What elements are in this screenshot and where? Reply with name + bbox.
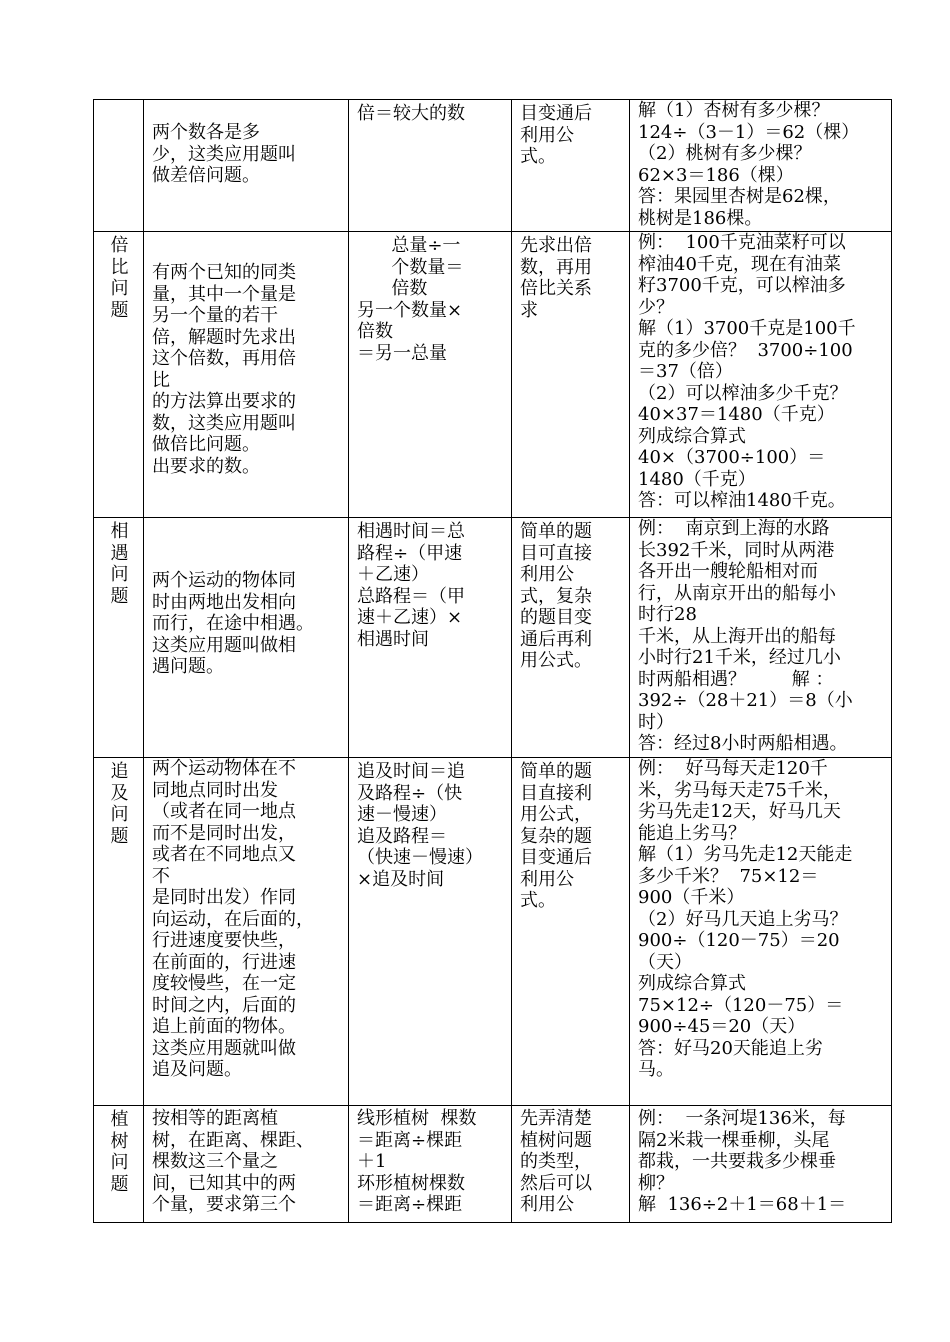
cell-line: 先弄清楚 [520,1108,592,1129]
cell-line: 比 [152,369,170,391]
cell-line: 先求出倍 [520,235,592,256]
cell-line: 长392千米，同时从两港 [638,539,835,561]
cell-line: 时） [638,711,674,733]
cell-line: 小时行21千米，经过几小 [638,647,841,668]
cell-line: 数，这类应用题叫 [152,412,296,434]
definition-cell [144,758,349,1106]
cell-line: 出要求的数。 [152,455,260,477]
example-cell [630,232,892,518]
method-cell [512,758,630,1106]
cell-line: 不 [152,865,170,887]
cell-line: ＝距离÷棵距 [357,1129,463,1151]
cell-line: 量，其中一个量是 [152,283,296,305]
cell-line: 行，从南京开出的船每小 [638,582,836,604]
cell-line: 目可直接 [520,542,592,564]
cell-line: 速－慢速） [357,804,447,825]
cell-line: ＝另一总量 [357,342,447,364]
cell-line: 解（1）杏树有多少棵？ [638,100,830,121]
cell-line: 900÷（120－75）＝20 [638,930,840,951]
cell-line: 式，复杂 [520,585,592,607]
cell-line: 路程÷（甲速 [357,542,463,564]
cell-line: 各开出一艘轮船相对而 [638,561,818,582]
table-row [94,232,892,518]
cell-line: 利用公 [520,1194,574,1215]
cell-line: 追及问题。 [152,1059,242,1080]
cell-line: 简单的题 [520,761,592,782]
cell-line: 遇问题。 [152,656,224,677]
cell-line: 40×37＝1480（千克） [638,404,835,425]
cell-line: 时两船相遇？ 解 ： [638,668,834,690]
cell-line: 籽3700千克，可以榨油多 [638,275,846,296]
formula-cell [349,232,512,518]
cell-line: 按相等的距离植 [152,1108,278,1129]
cell-line: ＋1 [357,1151,387,1172]
cell-line: ＝距离÷棵距 [357,1194,463,1215]
cell-line: 都栽，一共要栽多少棵垂 [638,1151,836,1172]
definition-cell [144,518,349,758]
cell-line: 向运动，在后面的， [152,908,314,930]
table-row [94,1106,892,1223]
cell-line: 两个运动的物体同 [152,570,296,591]
cell-line: 例： 南京到上海的水路 [638,518,830,539]
cell-line: 个量，要求第三个 [152,1194,296,1215]
cell-line: 克的多少倍？ 3700÷100 [638,339,853,361]
definition-cell [144,232,349,518]
category-cell [94,518,144,758]
cell-line: 392÷（28＋21）＝8（小 [638,690,853,711]
cell-line: 追及路程＝ [357,825,447,847]
cell-line: 环形植树棵数 [357,1172,465,1194]
cell-line: ＝37（倍） [638,361,733,382]
method-cell [512,232,630,518]
cell-line: 少，这类应用题叫 [152,143,296,165]
cell-line: 倍，解题时先求出 [152,326,296,348]
cell-line: 或者在不同地点又 [152,844,296,865]
cell-line: 度较慢些，在一定 [152,973,296,994]
cell-line: 树，在距离、棵距、 [152,1129,314,1151]
formula-table [93,99,892,1223]
category-cell [94,1106,144,1223]
cell-line: 解 136÷2＋1＝68＋1＝ [638,1194,847,1215]
cell-line: 倍＝较大的数 [357,103,465,124]
cell-line: 40×（3700÷100）＝ [638,447,826,468]
category-cell [94,100,144,232]
formula-cell [349,100,512,232]
cell-line: 少？ [638,296,674,318]
cell-line: 两个运动物体在不 [152,758,296,779]
cell-line: （天） [638,951,692,973]
cell-line: 用公式。 [520,650,592,671]
cell-line: 的题目变 [520,607,592,628]
cell-line: 62×3＝186（棵） [638,164,794,186]
cell-line: ×追及时间 [357,868,445,890]
cell-line: 数，再用 [520,256,592,278]
cell-line: 900÷45＝20（天） [638,1016,806,1037]
cell-line: 这类应用题就叫做 [152,1037,296,1059]
cell-line: 简单的题 [520,521,592,542]
cell-line: 做差倍问题。 [152,165,260,186]
cell-line: 答：果园里杏树是62棵， [638,186,841,207]
cell-line: （快速－慢速） [357,847,483,868]
cell-line: 答：可以榨油1480千克。 [638,490,846,511]
cell-line: 速＋乙速）× [357,607,463,628]
cell-line: 124÷（3－1）＝62（棵） [638,121,860,143]
cell-line: 式。 [520,890,556,911]
cell-line: 追上前面的物体。 [152,1016,296,1037]
example-cell [630,1106,892,1223]
cell-line: 例： 100千克油菜籽可以 [638,232,846,253]
cell-line: 在前面的，行进速 [152,951,296,973]
cell-line: 总路程＝（甲 [357,585,465,607]
cell-line: 是同时出发）作同 [152,887,296,908]
table-row [94,100,892,232]
cell-line: 答：经过8小时两船相遇。 [638,733,848,754]
cell-line: 这个倍数，再用倍 [152,348,296,369]
cell-line: 目变通后 [520,103,592,124]
cell-line: 列成综合算式 [638,425,746,447]
cell-line: 解（1）3700千克是100千 [638,318,856,339]
cell-line: 求 [520,299,538,321]
cell-line: 米，劣马每天走75千米， [638,779,841,801]
cell-line: 有两个已知的同类 [152,262,296,283]
cell-line: 及路程÷（快 [357,782,463,804]
category-cell [94,232,144,518]
cell-line: （2）桃树有多少棵？ [638,143,812,164]
cell-line: 能追上劣马？ [638,822,746,844]
cell-line: 而行，在途中相遇。 [152,613,314,634]
category-cell [94,758,144,1106]
cell-line: 相遇时间 [357,628,429,650]
category-label: 倍比问题 [110,235,129,321]
category-label: 植树问题 [110,1109,129,1195]
cell-line: 劣马先走12天，好马几天 [638,801,841,822]
cell-line: 总量÷一 [357,235,461,256]
cell-line: 多少千米？ 75×12＝ [638,865,819,887]
cell-line: 相遇时间＝总 [357,521,465,542]
cell-line: 倍比关系 [520,278,592,299]
cell-line: 75×12÷（120－75）＝ [638,994,844,1016]
cell-line: 例： 一条河堤136米，每 [638,1108,846,1129]
category-label: 相遇问题 [110,521,129,607]
cell-line: 然后可以 [520,1172,592,1194]
cell-line: 桃树是186棵。 [638,207,763,229]
cell-line: 的类型， [520,1151,592,1172]
cell-line: 榨油40千克，现在有油菜 [638,253,841,275]
cell-line: ＋乙速） [357,564,429,585]
cell-line: （或者在同一地点 [152,801,296,822]
table-body [94,100,892,1223]
cell-line: 隔2米栽一棵垂柳，头尾 [638,1129,830,1151]
cell-line: 时间之内，后面的 [152,994,296,1016]
definition-cell [144,100,349,232]
method-cell [512,100,630,232]
cell-line: 解（1）劣马先走12天能走 [638,844,853,865]
table-row [94,758,892,1106]
example-cell [630,518,892,758]
table-row [94,518,892,758]
method-cell [512,1106,630,1223]
cell-line: 个数量＝ [357,256,464,278]
cell-line: 这类应用题叫做相 [152,634,296,656]
cell-line: 目直接利 [520,782,592,804]
cell-line: 式。 [520,146,556,167]
cell-line: 通后再利 [520,628,592,650]
formula-cell [349,1106,512,1223]
cell-line: 时由两地出发相向 [152,591,296,613]
cell-line: 另一个量的若干 [152,305,278,326]
example-cell [630,100,892,232]
cell-line: 同地点同时出发 [152,779,278,801]
cell-line: 千米，从上海开出的船每 [638,625,836,647]
cell-line: 用公式， [520,804,592,825]
cell-line: 棵数这三个量之 [152,1151,278,1172]
cell-line: 900（千米） [638,887,745,908]
cell-line: 间，已知其中的两 [152,1172,296,1194]
cell-line: 答：好马20天能追上劣 [638,1037,823,1059]
cell-line: 植树问题 [520,1129,592,1151]
cell-line: 柳？ [638,1172,674,1194]
cell-line: 两个数各是多 [152,122,260,143]
cell-line: 另一个数量× [357,299,463,321]
cell-line: 利用公 [520,868,574,890]
cell-line: 利用公 [520,124,574,146]
cell-line: 追及时间＝追 [357,761,465,782]
cell-line: 的方法算出要求的 [152,391,296,412]
cell-line: 时行28 [638,604,697,625]
cell-line: 例： 好马每天走120千 [638,758,828,779]
example-cell [630,758,892,1106]
formula-cell [349,758,512,1106]
cell-line: 目变通后 [520,847,592,868]
cell-line: 1480（千克） [638,468,756,490]
cell-line: 而不是同时出发， [152,822,296,844]
method-cell [512,518,630,758]
cell-line: 做倍比问题。 [152,434,260,455]
cell-line: 马。 [638,1059,674,1080]
cell-line: 利用公 [520,564,574,585]
formula-cell [349,518,512,758]
cell-line: 倍数 [357,278,428,299]
cell-line: 行进速度要快些， [152,930,296,951]
cell-line: 线形植树 棵数 [357,1108,477,1129]
cell-line: （2）好马几天追上劣马？ [638,908,848,930]
cell-line: 倍数 [357,321,393,342]
cell-line: 复杂的题 [520,825,592,847]
category-label: 追及问题 [110,761,129,847]
cell-line: 列成综合算式 [638,973,746,994]
cell-line: （2）可以榨油多少千克？ [638,382,848,404]
definition-cell [144,1106,349,1223]
